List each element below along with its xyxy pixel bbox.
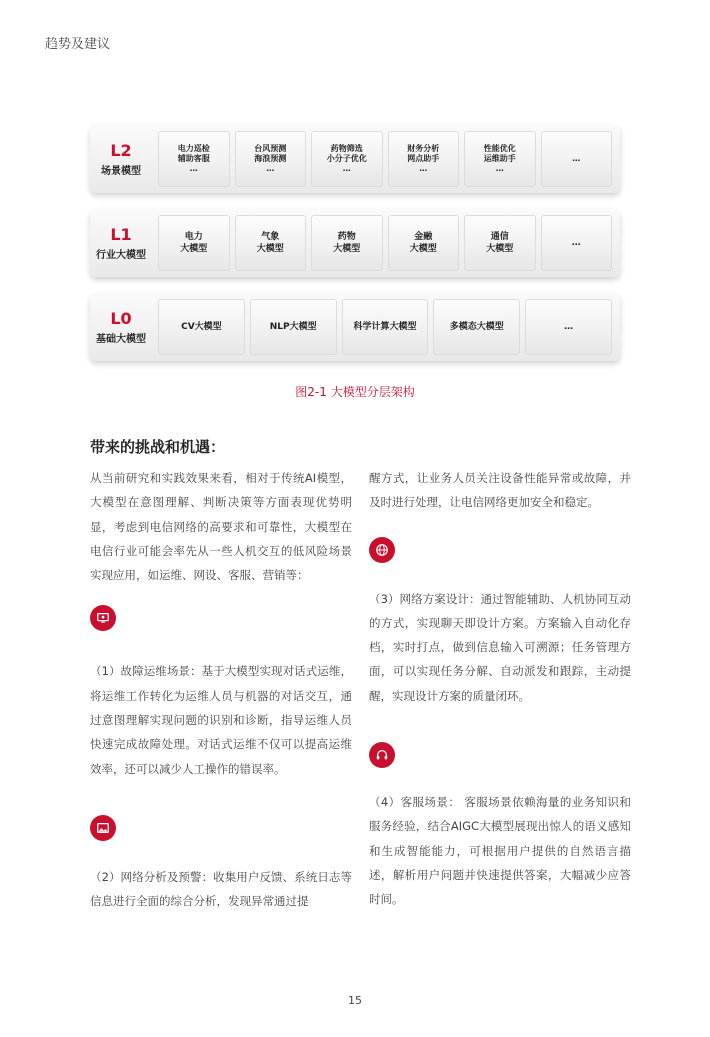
- paragraph-1: （1）故障运维场景：基于大模型实现对话式运维，将运维工作转化为运维人员与机器的对话交互，通过意图理解实现问题的识别和诊断，指导运维人员快速完成故障处理。对话式运维不仅可以提高运维效率，还可以减少人工操作的错误率。: [90, 664, 352, 776]
- running-header: 趋势及建议: [45, 37, 111, 52]
- layer-name: 基础大模型: [96, 333, 146, 345]
- foundation-box: 科学计算大模型: [342, 299, 429, 355]
- layer-label: [90, 125, 152, 193]
- paragraph-4: （4）客服场景： 客服场景依赖海量的业务知识和服务经验，结合AIGC大模型展现出惊人的语义感知和生成智能能力，可根据用户提供的自然语言描述，解析用户问题并快速提供答案，大幅减少应答时间。: [369, 795, 631, 907]
- architecture-diagram: [90, 125, 620, 377]
- foundation-box-more: …: [525, 299, 612, 355]
- figure-caption: 图2-1 大模型分层架构: [295, 385, 415, 399]
- headset-icon: [369, 742, 395, 768]
- layer-level: L2: [110, 140, 132, 160]
- industry-box: 金融 大模型: [388, 215, 460, 271]
- layer-l1: [90, 209, 620, 277]
- paragraph-3: （3）网络方案设计：通过智能辅助、人机协同互动的方式，实现聊天即设计方案。方案输入自动化存档，实时打点，做到信息输入可溯源；任务管理方面，可以实现任务分解、自动派发和跟踪，主动提醒，实现设计方案的质量闭环。: [369, 591, 631, 703]
- layer-name: 行业大模型: [96, 249, 146, 261]
- layer-name: 场景模型: [101, 165, 141, 177]
- scenario-box: 药物筛选 小分子优化 …: [311, 131, 383, 187]
- globe-icon: [369, 537, 395, 563]
- paragraph-2: （2）网络分析及预警：收集用户反馈、系统日志等信息进行全面的综合分析，发现异常通过提: [90, 869, 352, 909]
- layer-level: L1: [110, 224, 132, 244]
- layer-l0: [90, 293, 620, 361]
- left-column: [90, 466, 352, 914]
- scenario-box-more: …: [541, 131, 613, 187]
- image-icon: [90, 815, 116, 841]
- paragraph-2-continued: 醒方式，让业务人员关注设备性能异常或故障，并及时进行处理，让电信网络更加安全和稳定。: [369, 471, 631, 510]
- layer-label: [90, 293, 152, 361]
- scenario-box: 台风预测 海浪预测 …: [235, 131, 307, 187]
- right-column: [369, 466, 631, 912]
- layer-label: [90, 209, 152, 277]
- foundation-box: 多模态大模型: [433, 299, 520, 355]
- layer-level: L0: [110, 308, 132, 328]
- scenario-box: 电力巡检 辅助客服 …: [158, 131, 230, 187]
- page-number: 15: [348, 994, 362, 1007]
- scenario-box: 财务分析 网点助手 …: [388, 131, 460, 187]
- foundation-box: CV大模型: [158, 299, 245, 355]
- monitor-icon: [90, 605, 116, 631]
- foundation-box: NLP大模型: [250, 299, 337, 355]
- section-title: 带来的挑战和机遇：: [90, 438, 226, 456]
- industry-box: 药物 大模型: [311, 215, 383, 271]
- industry-box: 气象 大模型: [235, 215, 307, 271]
- scenario-box: 性能优化 运维助手 …: [464, 131, 536, 187]
- industry-box-more: …: [541, 215, 613, 271]
- industry-box: 通信 大模型: [464, 215, 536, 271]
- industry-box: 电力 大模型: [158, 215, 230, 271]
- layer-l2: [90, 125, 620, 193]
- intro-paragraph: 从当前研究和实践效果来看，相对于传统AI模型，大模型在意图理解、判断决策等方面表现优势明显，考虑到电信网络的高要求和可靠性，大模型在电信行业可能会率先从一些人机交互的低风险场景实现应用，如运维、网设、客服、营销等：: [90, 471, 352, 583]
